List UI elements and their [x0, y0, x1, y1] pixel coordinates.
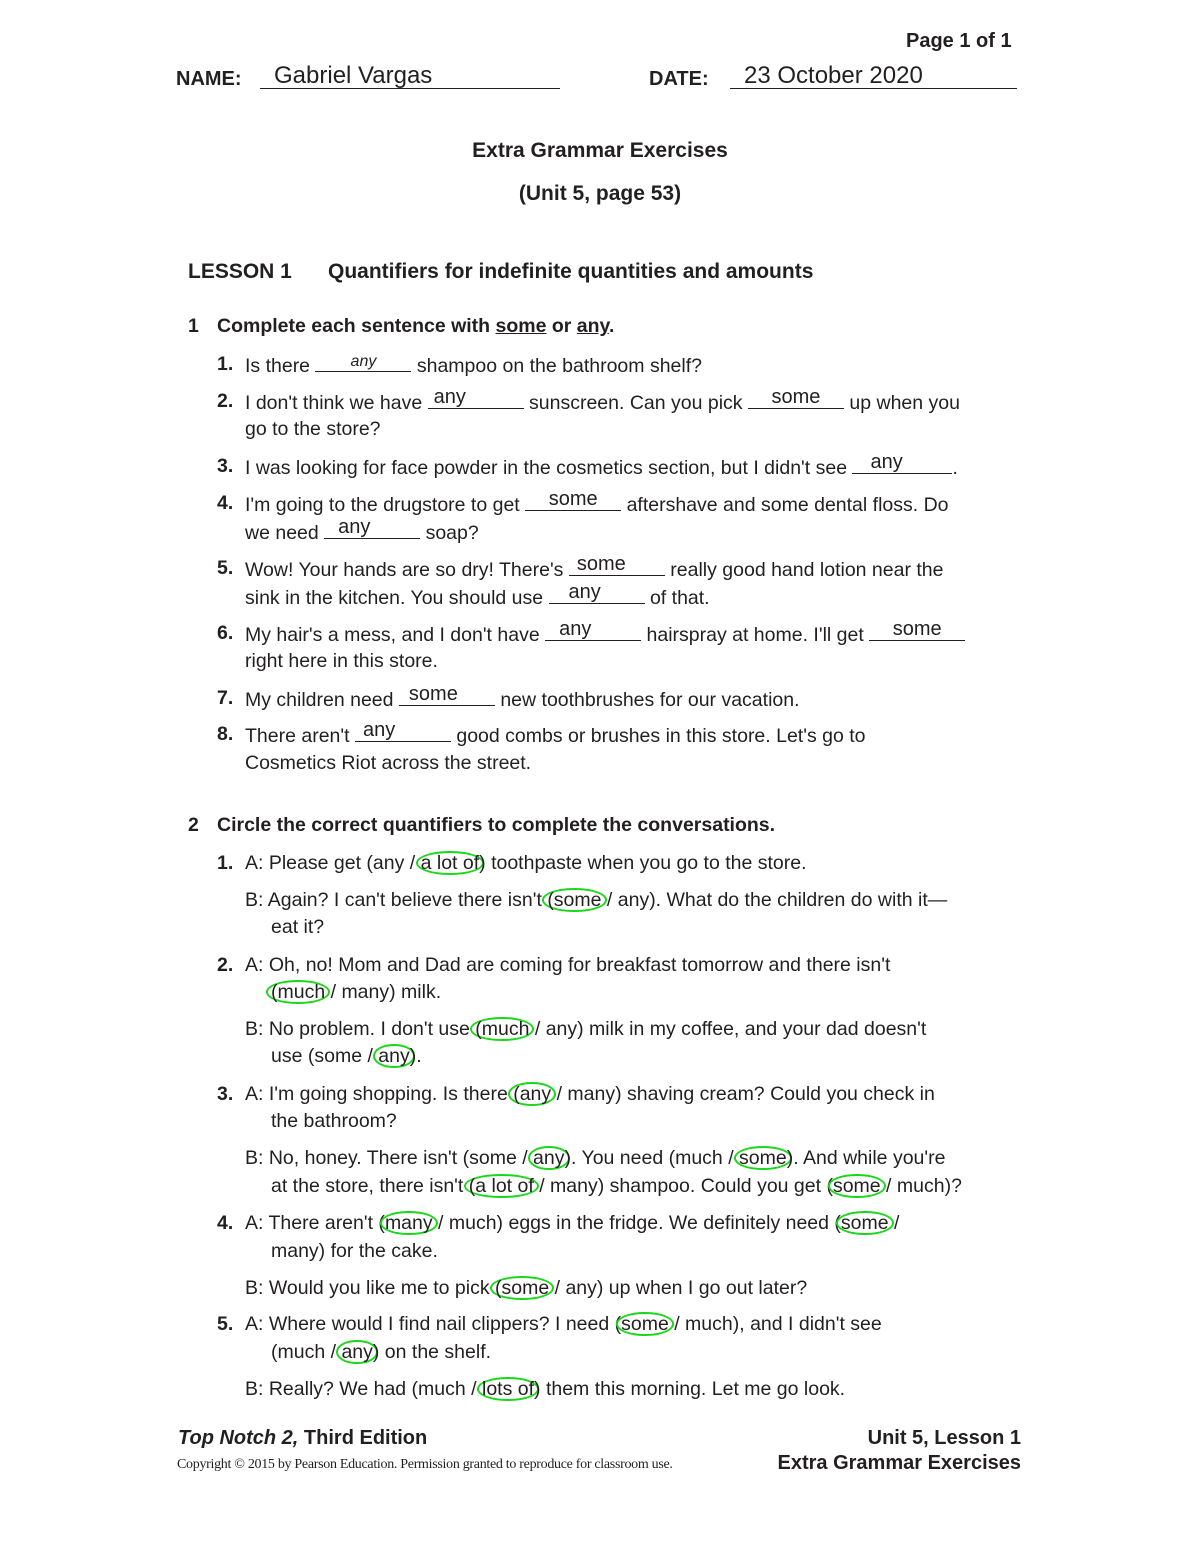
- item-5-line2: [245, 581, 710, 610]
- exercise1-instruction: [217, 315, 614, 338]
- answer-text: any: [350, 353, 377, 370]
- question-number: 4.: [217, 1212, 234, 1234]
- q3-a-line2: the bathroom?: [271, 1110, 397, 1132]
- q-text: A: There aren't (: [245, 1212, 385, 1234]
- page-number: Page 1 of 1: [906, 30, 1012, 52]
- item-text: sink in the kitchen. You should use: [245, 587, 549, 609]
- footer-unit: Unit 5, Lesson 1: [867, 1427, 1021, 1449]
- q-text: ). And while you're: [786, 1147, 946, 1169]
- circled-answer[interactable]: (much: [470, 1017, 534, 1041]
- q4-a-line: [245, 1212, 899, 1235]
- book-edition: Third Edition: [298, 1427, 428, 1449]
- item-number: 7.: [217, 687, 234, 709]
- answer-text: some: [892, 618, 942, 640]
- item-text: new toothbrushes for our vacation.: [494, 689, 800, 711]
- circled-answer[interactable]: any: [528, 1146, 569, 1170]
- q-text: B: No problem. I don't use: [245, 1018, 476, 1040]
- item-text: good combs or brushes in this store. Let's go to: [450, 725, 866, 747]
- item-6-line2: right here in this store.: [245, 650, 438, 672]
- q-text: B: No, honey. There isn't (some /: [245, 1147, 534, 1169]
- circled-answer[interactable]: any: [336, 1340, 377, 1364]
- answer-text: any: [568, 581, 601, 603]
- answer-blank[interactable]: [399, 683, 495, 706]
- item-number: 8.: [217, 723, 234, 745]
- item-text: shampoo on the bathroom shelf?: [411, 355, 702, 377]
- circled-answer[interactable]: (much: [266, 980, 330, 1004]
- answer-text: any: [338, 516, 371, 538]
- instr-text: Complete each sentence with: [217, 315, 496, 337]
- q-text: / any) milk in my coffee, and your dad doesn't: [529, 1018, 927, 1040]
- q-text: / many) shaving cream? Could you check in: [551, 1083, 935, 1105]
- item-4-line: [245, 488, 949, 517]
- footer-copyright: Copyright © 2015 by Pearson Education. Permission granted to reproduce for classroom use.: [177, 1457, 673, 1472]
- q1-a-line: [245, 852, 807, 875]
- q3-b-line2: [271, 1175, 962, 1198]
- q-text: use (some /: [271, 1045, 379, 1067]
- name-value[interactable]: Gabriel Vargas: [274, 62, 433, 89]
- circled-answer[interactable]: lots of: [477, 1377, 539, 1401]
- q-text: A: I'm going shopping. Is there: [245, 1083, 514, 1105]
- book-title: Top Notch 2,: [178, 1427, 299, 1449]
- q-text: ) them this morning. Let me go look.: [534, 1378, 846, 1400]
- item-number: 5.: [217, 557, 234, 579]
- circled-answer[interactable]: some: [734, 1146, 792, 1170]
- exercise2-instruction: Circle the correct quantifiers to complete the conversations.: [217, 814, 776, 836]
- footer-section: Extra Grammar Exercises: [777, 1452, 1021, 1474]
- question-number: 2.: [217, 954, 234, 976]
- item-number: 3.: [217, 455, 234, 477]
- lesson-topic: Quantifiers for indefinite quantities and amounts: [328, 260, 814, 283]
- answer-blank[interactable]: [549, 581, 645, 604]
- q3-b-line: [245, 1147, 945, 1170]
- item-number: 2.: [217, 390, 234, 412]
- circled-answer[interactable]: (some: [542, 888, 606, 912]
- item-text: .: [952, 457, 958, 479]
- item-text: Wow! Your hands are so dry! There's: [245, 559, 569, 581]
- item-text: of that.: [644, 587, 710, 609]
- item-text: aftershave and some dental floss. Do: [621, 494, 949, 516]
- answer-blank[interactable]: [355, 719, 451, 742]
- answer-blank[interactable]: [852, 451, 952, 474]
- q-text: / much)?: [880, 1175, 962, 1197]
- item-8-line2: Cosmetics Riot across the street.: [245, 752, 532, 774]
- item-text: I was looking for face powder in the cosmetics section, but I didn't see: [245, 457, 853, 479]
- item-number: 6.: [217, 622, 234, 644]
- instr-word-any: any: [576, 315, 609, 337]
- item-text: I'm going to the drugstore to get: [245, 494, 526, 516]
- item-8-line: [245, 719, 866, 748]
- q2-b-line: [245, 1018, 926, 1041]
- answer-blank[interactable]: [324, 516, 420, 539]
- answer-blank[interactable]: [569, 553, 665, 576]
- circled-answer[interactable]: (some: [490, 1276, 554, 1300]
- item-text: really good hand lotion near the: [664, 559, 944, 581]
- answer-text: any: [433, 386, 466, 408]
- circled-answer[interactable]: (a lot of: [464, 1174, 539, 1198]
- q-text: ) toothpaste when you go to the store.: [479, 852, 807, 874]
- q-text: /: [888, 1212, 900, 1234]
- answer-text: some: [771, 386, 821, 408]
- circled-answer[interactable]: (any: [508, 1082, 556, 1106]
- q2-b-line2: [271, 1045, 422, 1068]
- item-1-line: [245, 353, 702, 378]
- answer-text: any: [870, 451, 903, 473]
- q-text: / many) shampoo. Could you get (: [533, 1175, 833, 1197]
- answer-text: some: [408, 683, 458, 705]
- q2-a-line: A: Oh, no! Mom and Dad are coming for breakfast tomorrow and there isn't: [245, 954, 891, 976]
- item-number: 1.: [217, 353, 234, 375]
- q-text: B: Really? We had (much /: [245, 1378, 482, 1400]
- question-number: 5.: [217, 1313, 234, 1335]
- q-text: A: Please get (any /: [245, 852, 421, 874]
- instr-text: or: [546, 315, 577, 337]
- q-text: / many) milk.: [325, 981, 442, 1003]
- item-text: up when you: [843, 392, 960, 414]
- q1-b-line: [245, 889, 947, 912]
- answer-blank[interactable]: [525, 488, 621, 511]
- item-4-line2: [245, 516, 479, 545]
- item-text: Is there: [245, 355, 316, 377]
- circled-answer[interactable]: any: [373, 1044, 414, 1068]
- instr-word-some: some: [495, 315, 547, 337]
- name-label: NAME:: [176, 68, 242, 90]
- answer-text: any: [559, 618, 592, 640]
- item-5-line: [245, 553, 944, 582]
- q-text: at the store, there isn't: [271, 1175, 469, 1197]
- q-text: / much) eggs in the fridge. We definitely need (: [432, 1212, 841, 1234]
- question-number: 1.: [217, 852, 234, 874]
- item-7-line: [245, 683, 800, 712]
- item-text: I don't think we have: [245, 392, 428, 414]
- q-text: B: Would you like me to pick: [245, 1277, 495, 1299]
- item-text: There aren't: [245, 725, 355, 747]
- q3-a-line: [245, 1083, 935, 1106]
- item-number: 4.: [217, 492, 234, 514]
- q1-b-line2: eat it?: [271, 916, 325, 938]
- exercise1-number: 1: [188, 315, 199, 337]
- circled-answer[interactable]: some: [828, 1174, 886, 1198]
- page-title: Extra Grammar Exercises: [472, 139, 728, 162]
- answer-blank[interactable]: [315, 353, 411, 372]
- footer-book: [178, 1427, 427, 1450]
- item-text: we need: [245, 522, 325, 544]
- q2-a-line2: [271, 981, 441, 1004]
- q-text: / much), and I didn't see: [668, 1313, 882, 1335]
- answer-blank[interactable]: [869, 618, 965, 641]
- answer-blank[interactable]: [428, 386, 524, 409]
- item-6-line: [245, 618, 965, 647]
- q5-a-line2: [271, 1341, 491, 1364]
- q5-b-line: [245, 1378, 845, 1401]
- item-text: soap?: [420, 522, 479, 544]
- q-text: ).: [409, 1045, 422, 1067]
- q-text: A: Where would I find nail clippers? I need (: [245, 1313, 622, 1335]
- circled-answer[interactable]: a lot of: [416, 851, 485, 875]
- circled-answer[interactable]: some: [616, 1312, 674, 1336]
- item-2-line2: go to the store?: [245, 418, 381, 440]
- q-text: B: Again? I can't believe there isn't: [245, 889, 548, 911]
- item-text: My hair's a mess, and I don't have: [245, 624, 546, 646]
- q4-a-line2: many) for the cake.: [271, 1240, 438, 1262]
- item-2-line: [245, 386, 960, 415]
- q-text: / any) up when I go out later?: [549, 1277, 808, 1299]
- q-text: (much /: [271, 1341, 342, 1363]
- q5-a-line: [245, 1313, 882, 1336]
- exercise2-number: 2: [188, 814, 199, 836]
- answer-text: some: [576, 553, 626, 575]
- item-text: sunscreen. Can you pick: [523, 392, 748, 414]
- answer-text: any: [362, 719, 396, 741]
- q-text: ). You need (much /: [564, 1147, 740, 1169]
- q-text: / any). What do the children do with it—: [601, 889, 948, 911]
- item-text: My children need: [245, 689, 399, 711]
- circled-answer[interactable]: many: [380, 1211, 438, 1235]
- page-subtitle: (Unit 5, page 53): [518, 182, 682, 205]
- date-value[interactable]: 23 October 2020: [744, 62, 923, 89]
- date-label: DATE:: [649, 68, 709, 90]
- item-text: hairspray at home. I'll get: [641, 624, 870, 646]
- lesson-number: LESSON 1: [188, 260, 292, 283]
- q-text: ) on the shelf.: [372, 1341, 492, 1363]
- answer-text: some: [548, 488, 598, 510]
- item-3-line: [245, 451, 958, 480]
- q4-b-line: [245, 1277, 807, 1300]
- answer-blank[interactable]: [545, 618, 641, 641]
- answer-blank[interactable]: [748, 386, 844, 409]
- instr-text: .: [608, 315, 615, 337]
- circled-answer[interactable]: some: [836, 1211, 894, 1235]
- question-number: 3.: [217, 1083, 234, 1105]
